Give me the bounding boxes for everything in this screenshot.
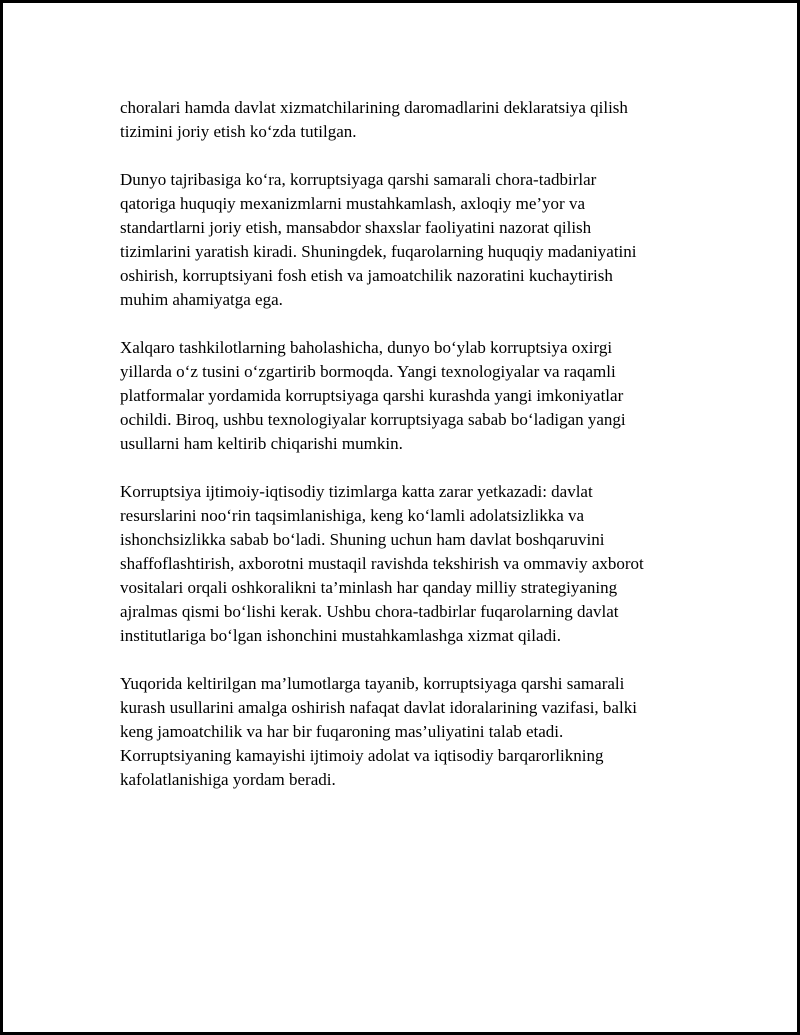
- text-line: Dunyo tajribasiga ko‘ra, korruptsiyaga qarshi samarali chora-tadbirlar: [120, 170, 597, 189]
- text-line: muhim ahamiyatga ega.: [120, 290, 283, 309]
- text-line: Korruptsiya ijtimoiy-iqtisodiy tizimlarga katta zarar yetkazadi: davlat: [120, 482, 593, 501]
- text-line: ajralmas qismi bo‘lishi kerak. Ushbu chora-tadbirlar fuqarolarning davlat: [120, 602, 619, 621]
- paragraph-1: [120, 96, 695, 144]
- text-line: oshirish, korruptsiyani fosh etish va jamoatchilik nazoratini kuchaytirish: [120, 266, 613, 285]
- text-line: vositalari orqali oshkoralikni ta’minlash har qanday milliy strategiyaning: [120, 578, 618, 597]
- text-line: platformalar yordamida korruptsiyaga qarshi kurashda yangi imkoniyatlar: [120, 386, 624, 405]
- text-line: tizimini joriy etish ko‘zda tutilgan.: [120, 122, 357, 141]
- text-line: Korruptsiyaning kamayishi ijtimoiy adolat va iqtisodiy barqarorlikning: [120, 746, 604, 765]
- text-line: Yuqorida keltirilgan ma’lumotlarga tayanib, korruptsiyaga qarshi samarali: [120, 674, 625, 693]
- text-line: ishonchsizlikka sabab bo‘ladi. Shuning uchun ham davlat boshqaruvini: [120, 530, 605, 549]
- paragraph-2: [120, 168, 695, 312]
- text-line: tizimlarini yaratish kiradi. Shuningdek, fuqarolarning huquqiy madaniyatini: [120, 242, 637, 261]
- paragraph-3: [120, 336, 695, 456]
- text-line: institutlariga bo‘lgan ishonchini mustahkamlashga xizmat qiladi.: [120, 626, 561, 645]
- text-line: kafolatlanishiga yordam beradi.: [120, 770, 336, 789]
- document-body: [120, 96, 695, 816]
- text-line: keng jamoatchilik va har bir fuqaroning mas’uliyatini talab etadi.: [120, 722, 564, 741]
- paragraph-4: [120, 480, 695, 648]
- text-line: yillarda o‘z tusini o‘zgartirib bormoqda. Yangi texnologiyalar va raqamli: [120, 362, 616, 381]
- text-line: ochildi. Biroq, ushbu texnologiyalar korruptsiyaga sabab bo‘ladigan yangi: [120, 410, 626, 429]
- paragraph-5: [120, 672, 695, 792]
- text-line: resurslarini noo‘rin taqsimlanishiga, keng ko‘lamli adolatsizlikka va: [120, 506, 585, 525]
- text-line: kurash usullarini amalga oshirish nafaqat davlat idoralarining vazifasi, balki: [120, 698, 637, 717]
- text-line: shaffoflashtirish, axborotni mustaqil ravishda tekshirish va ommaviy axborot: [120, 554, 644, 573]
- text-line: usullarni ham keltirib chiqarishi mumkin.: [120, 434, 403, 453]
- text-line: choralari hamda davlat xizmatchilarining daromadlarini deklaratsiya qilish: [120, 98, 628, 117]
- text-line: standartlarni joriy etish, mansabdor shaxslar faoliyatini nazorat qilish: [120, 218, 592, 237]
- text-line: qatoriga huquqiy mexanizmlarni mustahkamlash, axloqiy me’yor va: [120, 194, 586, 213]
- text-line: Xalqaro tashkilotlarning baholashicha, dunyo bo‘ylab korruptsiya oxirgi: [120, 338, 613, 357]
